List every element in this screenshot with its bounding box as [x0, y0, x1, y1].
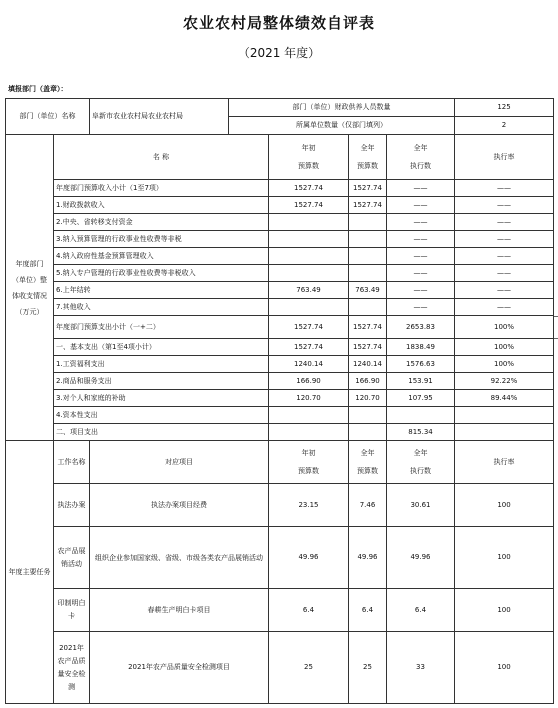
- budget-row-full: 166.90: [349, 373, 387, 390]
- budget-header-full-year: 全年 预算数: [349, 135, 387, 180]
- budget-row-full: [349, 248, 387, 265]
- budget-row-name: 2.商品和服务支出: [54, 373, 269, 390]
- budget-row-full: [349, 407, 387, 424]
- budget-row-exec: ——: [387, 299, 455, 316]
- budget-row-full: 120.70: [349, 390, 387, 407]
- budget-header-name: 名 称: [54, 135, 269, 180]
- budget-row-full: 1527.74: [349, 180, 387, 197]
- budget-row-initial: [269, 231, 349, 248]
- budget-row-name: 7.其他收入: [54, 299, 269, 316]
- budget-row-name: 一、基本支出（第1至4项小计）: [54, 339, 269, 356]
- tasks-section-label: 年度主要任务: [6, 441, 54, 704]
- budget-row-rate: 100%: [455, 339, 554, 356]
- budget-row-rate: 100%: [455, 316, 554, 339]
- budget-row-initial: 1527.74: [269, 180, 349, 197]
- budget-row-exec: 1838.49: [387, 339, 455, 356]
- edge-mark: [554, 316, 558, 317]
- budget-row-rate: ——: [455, 197, 554, 214]
- task-work: 2021年农产品质量安全检测: [54, 632, 90, 704]
- budget-row-name: 年度部门预算支出小计（一+二）: [54, 316, 269, 339]
- task-rate: 100: [455, 484, 554, 527]
- budget-row-exec: ——: [387, 180, 455, 197]
- budget-row-exec: ——: [387, 248, 455, 265]
- budget-row-name: 1.财政拨款收入: [54, 197, 269, 214]
- task-initial: 6.4: [269, 589, 349, 632]
- budget-header-rate: 执行率: [455, 135, 554, 180]
- task-initial: 49.96: [269, 527, 349, 589]
- budget-row-exec: 107.95: [387, 390, 455, 407]
- budget-row-full: 1527.74: [349, 339, 387, 356]
- budget-row-exec: ——: [387, 282, 455, 299]
- sub-units-value: 2: [455, 117, 554, 135]
- budget-row-full: [349, 424, 387, 441]
- edge-mark: [554, 338, 558, 339]
- task-initial: 25: [269, 632, 349, 704]
- task-project: 春耕生产明白卡项目: [90, 589, 269, 632]
- budget-row-exec: ——: [387, 265, 455, 282]
- task-rate: 100: [455, 527, 554, 589]
- budget-row-rate: 92.22%: [455, 373, 554, 390]
- budget-row-name: 3.对个人和家庭的补助: [54, 390, 269, 407]
- budget-row-initial: 763.49: [269, 282, 349, 299]
- tasks-header-rate: 执行率: [455, 441, 554, 484]
- task-work: 农产品展销活动: [54, 527, 90, 589]
- tasks-header-initial: 年初 预算数: [269, 441, 349, 484]
- budget-row-name: 6.上年结转: [54, 282, 269, 299]
- budget-row-full: [349, 299, 387, 316]
- task-project: 2021年农产品质量安全检测项目: [90, 632, 269, 704]
- budget-row-exec: 1576.63: [387, 356, 455, 373]
- performance-table: [5, 98, 554, 704]
- task-exec: 30.61: [387, 484, 455, 527]
- budget-row-full: 1527.74: [349, 316, 387, 339]
- task-initial: 23.15: [269, 484, 349, 527]
- budget-row-rate: ——: [455, 265, 554, 282]
- budget-row-exec: ——: [387, 231, 455, 248]
- budget-header-initial: 年初 预算数: [269, 135, 349, 180]
- budget-row-initial: [269, 299, 349, 316]
- task-rate: 100: [455, 589, 554, 632]
- budget-row-name: 4.纳入政府性基金预算管理收入: [54, 248, 269, 265]
- budget-row-rate: ——: [455, 180, 554, 197]
- budget-row-exec: 2653.83: [387, 316, 455, 339]
- budget-row-name: 5.纳入专户管理的行政事业性收费等非税收入: [54, 265, 269, 282]
- budget-row-name: 3.纳入预算管理的行政事业性收费等非税: [54, 231, 269, 248]
- budget-row-name: 2.中央、省转移支付资金: [54, 214, 269, 231]
- task-work: 执法办案: [54, 484, 90, 527]
- budget-row-name: 年度部门预算收入小计（1至7项）: [54, 180, 269, 197]
- task-project: 执法办案项目经费: [90, 484, 269, 527]
- task-full: 7.46: [349, 484, 387, 527]
- budget-row-full: 763.49: [349, 282, 387, 299]
- task-rate: 100: [455, 632, 554, 704]
- budget-row-rate: 89.44%: [455, 390, 554, 407]
- budget-row-initial: 1240.14: [269, 356, 349, 373]
- budget-row-exec: 815.34: [387, 424, 455, 441]
- tasks-header-full-year: 全年 预算数: [349, 441, 387, 484]
- task-exec: 6.4: [387, 589, 455, 632]
- budget-row-initial: 1527.74: [269, 316, 349, 339]
- budget-row-exec: ——: [387, 214, 455, 231]
- task-exec: 49.96: [387, 527, 455, 589]
- staff-count-value: 125: [455, 99, 554, 117]
- staff-count-label: 部门（单位）财政供养人员数量: [229, 99, 455, 117]
- budget-row-rate: ——: [455, 248, 554, 265]
- budget-header-executed: 全年 执行数: [387, 135, 455, 180]
- budget-row-full: 1240.14: [349, 356, 387, 373]
- budget-row-rate: ——: [455, 282, 554, 299]
- budget-row-exec: [387, 407, 455, 424]
- task-full: 49.96: [349, 527, 387, 589]
- tasks-header-project: 对应项目: [90, 441, 269, 484]
- page-subtitle: （2021 年度）: [237, 46, 321, 60]
- budget-row-exec: ——: [387, 197, 455, 214]
- fill-unit-label: 填报部门（盖章）：: [8, 85, 68, 93]
- budget-row-initial: [269, 214, 349, 231]
- budget-row-exec: 153.91: [387, 373, 455, 390]
- budget-row-rate: 100%: [455, 356, 554, 373]
- budget-row-initial: 1527.74: [269, 197, 349, 214]
- budget-row-rate: ——: [455, 299, 554, 316]
- dept-name-value: 阜新市农业农村局农业农村局: [90, 99, 229, 135]
- tasks-header-executed: 全年 执行数: [387, 441, 455, 484]
- task-full: 6.4: [349, 589, 387, 632]
- budget-row-initial: 120.70: [269, 390, 349, 407]
- dept-name-label: 部门（单位）名称: [6, 99, 90, 135]
- budget-row-full: [349, 231, 387, 248]
- page-title: 农业农村局整体绩效自评表: [182, 14, 375, 32]
- budget-row-rate: [455, 407, 554, 424]
- task-project: 组织企业参加国家级、省级、市级各类农产品展销活动: [90, 527, 269, 589]
- budget-row-name: 二、项目支出: [54, 424, 269, 441]
- budget-row-full: [349, 265, 387, 282]
- sub-units-label: 所属单位数量（仅部门填列）: [229, 117, 455, 135]
- budget-row-full: 1527.74: [349, 197, 387, 214]
- budget-row-full: [349, 214, 387, 231]
- budget-row-rate: ——: [455, 231, 554, 248]
- task-exec: 33: [387, 632, 455, 704]
- task-work: 印制明白卡: [54, 589, 90, 632]
- budget-row-initial: [269, 424, 349, 441]
- tasks-header-work: 工作名称: [54, 441, 90, 484]
- budget-row-initial: 166.90: [269, 373, 349, 390]
- budget-row-initial: 1527.74: [269, 339, 349, 356]
- budget-row-initial: [269, 248, 349, 265]
- budget-row-rate: [455, 424, 554, 441]
- budget-row-rate: ——: [455, 214, 554, 231]
- budget-row-initial: [269, 407, 349, 424]
- budget-row-initial: [269, 265, 349, 282]
- budget-row-name: 1.工资福利支出: [54, 356, 269, 373]
- budget-section-label: 年度部门（单位）整体收支情况（万元）: [6, 135, 54, 441]
- task-full: 25: [349, 632, 387, 704]
- budget-row-name: 4.资本性支出: [54, 407, 269, 424]
